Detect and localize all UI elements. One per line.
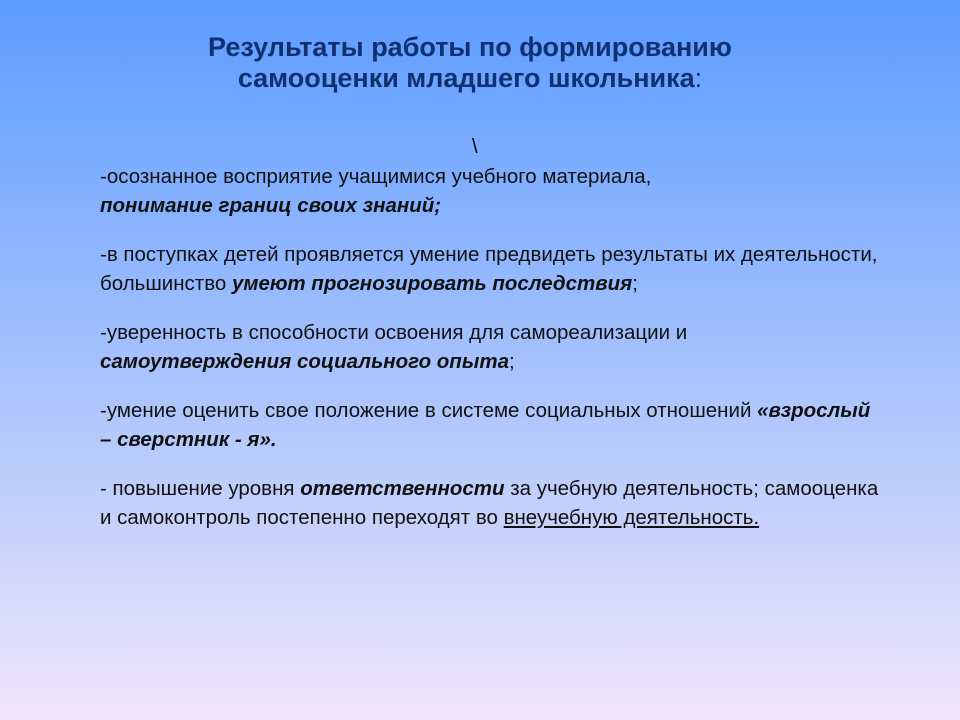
list-item: [100, 396, 880, 454]
list-item: [100, 240, 880, 298]
title-line-2: [150, 63, 790, 94]
item-text-end: ;: [508, 350, 515, 373]
list-item: [100, 162, 880, 220]
title-line-2-text: самооценки младшего школьника: [237, 63, 695, 93]
item-text: - повышение уровня: [100, 477, 301, 500]
item-underlined: внеучебную деятельность.: [503, 506, 760, 529]
item-emphasis: понимание границ своих знаний;: [100, 194, 442, 217]
item-emphasis: умеют прогнозировать последствия: [231, 272, 633, 295]
item-emphasis: самоутверждения социального опыта: [100, 350, 509, 373]
item-text: -в поступках детей проявляется умение предвидеть результаты их деятельности, большинство: [100, 243, 878, 295]
item-text: -умение оценить свое положение в системе социальных отношений: [100, 399, 758, 422]
results-list: [100, 162, 880, 552]
item-text-end: ;: [632, 272, 638, 295]
title-line-1: Результаты работы по формированию: [208, 32, 732, 62]
title-colon: :: [694, 63, 703, 93]
list-item: [100, 474, 880, 532]
slide-title: [150, 32, 790, 94]
backslash-mark: \: [472, 136, 478, 158]
item-text: -осознанное восприятие учащимися учебного материала,: [100, 165, 652, 188]
list-item: [100, 318, 880, 376]
item-text-mid: за учебную деятельность; самооценка и самоконтроль постепенно переходят во: [100, 477, 879, 529]
item-emphasis: ответственности: [300, 477, 505, 500]
item-emphasis: «взрослый – сверстник - я».: [100, 399, 871, 451]
item-text: -уверенность в способности освоения для самореализации и: [100, 321, 688, 344]
